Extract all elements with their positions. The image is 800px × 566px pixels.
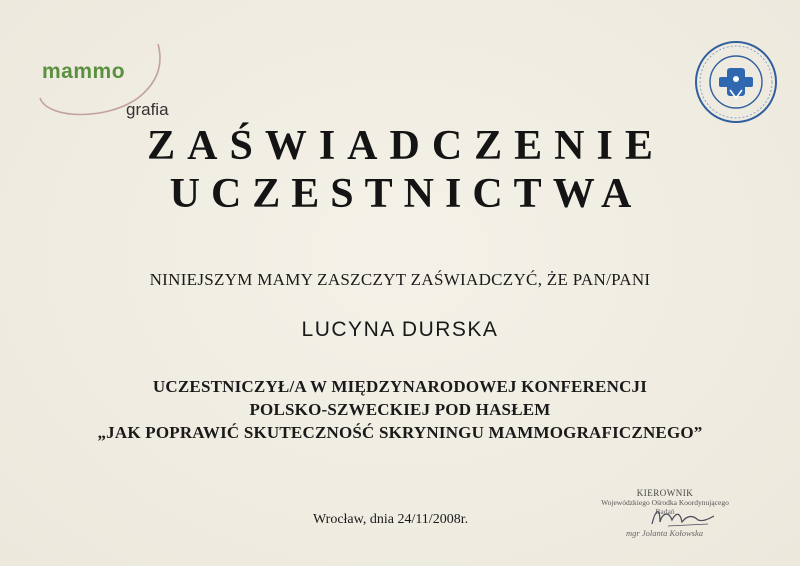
- signatory-name: mgr Jolanta Kołowska: [626, 528, 703, 538]
- place-and-date: Wrocław, dnia 24/11/2008r.: [313, 512, 469, 527]
- logo-text-grafia: grafia: [126, 100, 169, 119]
- stamp-line-2: Wojewódzkiego Ośrodka Koordynującego: [601, 498, 729, 507]
- body-line-2: POLSKO-SZWECKIEJ POD HASŁEM: [249, 400, 551, 419]
- logo-text-mammo: mammo: [42, 60, 126, 83]
- intro-text: NINIEJSZYM MAMY ZASZCZYT ZAŚWIADCZYĆ, ŻE PAN/PANI: [149, 270, 651, 289]
- participant-name: LUCYNA DURSKA: [301, 318, 499, 341]
- conference-title: „JAK POPRAWIĆ SKUTECZNOŚĆ SKRYNINGU MAMMOGRAFICZNEGO”: [97, 423, 703, 442]
- medical-center-seal: [694, 40, 778, 124]
- seal-emblem-icon: [694, 40, 778, 124]
- signature-stamp: [600, 488, 760, 548]
- handwritten-signature-icon: [648, 504, 718, 530]
- stamp-line-3: Badań: [655, 507, 675, 516]
- stamp-title: KIEROWNIK: [636, 488, 694, 498]
- certificate-subtitle: UCZESTNICTWA: [169, 171, 643, 217]
- mammografia-logo: [38, 38, 218, 128]
- body-line-1: UCZESTNICZYŁ/A W MIĘDZYNARODOWEJ KONFERENCJI: [152, 377, 648, 396]
- certificate-title: ZAŚWIADCZENIE: [147, 123, 665, 169]
